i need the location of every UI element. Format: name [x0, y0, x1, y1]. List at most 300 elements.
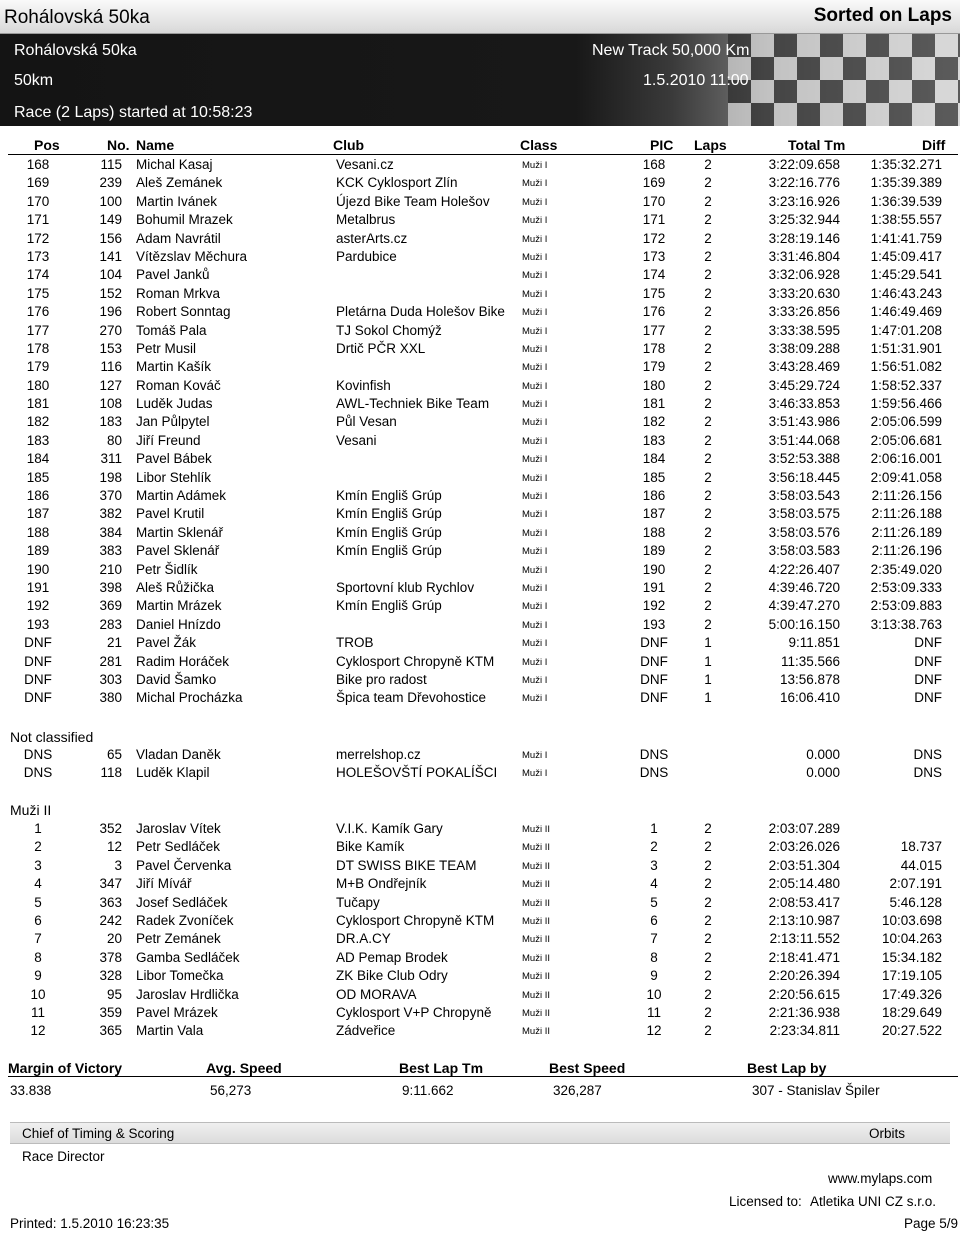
- cell-no: 80: [106, 432, 122, 448]
- cell-pos: 1: [34, 821, 42, 836]
- table-row: [0, 949, 960, 967]
- cell-club: AD Pemap Brodek: [336, 949, 448, 965]
- col-class: Class: [520, 137, 558, 153]
- cell-class: Muži I: [522, 619, 548, 631]
- cell-club: M+B Ondřejník: [336, 876, 427, 892]
- cell-laps: 2: [704, 949, 712, 965]
- race-date-time: 1.5.2010 11:00: [643, 72, 749, 89]
- cell-pic: 174: [642, 267, 666, 283]
- cell-name: Pavel Mrázek: [136, 1004, 218, 1020]
- cell-club: Kmín Engliš Grúp: [336, 506, 442, 522]
- cell-total: 3:38:09.288: [768, 340, 840, 356]
- cell-club: Zádveřice: [336, 1023, 396, 1039]
- cell-diff: 1:58:52.337: [870, 377, 942, 393]
- cell-pos: 4: [34, 876, 42, 892]
- cell-no: 384: [99, 524, 122, 540]
- table-row: [0, 653, 960, 671]
- cell-class: Muži II: [522, 952, 550, 964]
- cell-laps: 2: [704, 248, 712, 264]
- cell-club: TJ Sokol Chomýž: [336, 322, 442, 338]
- cell-pos: 10: [30, 986, 46, 1002]
- cell-club: AWL-Techniek Bike Team: [336, 396, 490, 412]
- cell-pos: 8: [34, 949, 42, 965]
- best-speed-label: Best Speed: [549, 1060, 626, 1076]
- cell-laps: 2: [704, 579, 712, 595]
- cell-class: Muži I: [522, 509, 548, 521]
- cell-class: Muži I: [522, 638, 548, 650]
- cell-laps: 2: [704, 931, 712, 947]
- table-row: [0, 820, 960, 838]
- cell-laps: 1: [704, 690, 712, 706]
- cell-diff: 2:11:26.189: [871, 524, 942, 540]
- col-diff: Diff: [922, 137, 946, 153]
- cell-pos: DNS: [23, 747, 53, 762]
- cell-pos: 169: [26, 175, 50, 191]
- cell-pic: 170: [642, 193, 666, 209]
- cell-no: 383: [99, 543, 122, 559]
- cell-name: Gamba Sedláček: [136, 949, 240, 965]
- cell-pic: 11: [646, 1004, 661, 1020]
- cell-diff: 1:35:32.271: [870, 157, 942, 172]
- cell-laps: 2: [704, 894, 712, 910]
- cell-class: Muži II: [522, 1026, 550, 1038]
- table-row: [0, 248, 960, 266]
- cell-no: 156: [99, 230, 122, 246]
- cell-no: 283: [99, 616, 122, 632]
- table-row: [0, 413, 960, 431]
- cell-no: 100: [99, 193, 122, 209]
- cell-class: Muži I: [522, 693, 548, 705]
- table-row: [0, 634, 960, 652]
- cell-laps: 1: [704, 671, 712, 687]
- cell-pic: DNF: [640, 690, 668, 706]
- cell-diff: 2:35:49.020: [870, 561, 942, 577]
- cell-pos: 185: [26, 469, 50, 485]
- cell-total: 4:39:46.720: [768, 579, 840, 595]
- cell-pos: DNF: [24, 671, 52, 687]
- cell-diff: 1:46:49.469: [870, 304, 942, 320]
- cell-no: 370: [99, 488, 122, 504]
- table-row: [0, 450, 960, 468]
- cell-class: Muži I: [522, 491, 548, 503]
- cell-diff: 2:09:41.058: [870, 469, 942, 485]
- table-row: [0, 230, 960, 248]
- best-lap-by-value: 307 - Stanislav Špiler: [752, 1083, 880, 1098]
- margin-label: Margin of Victory: [8, 1060, 123, 1076]
- cell-diff: 1:46:43.243: [870, 285, 942, 301]
- cell-class: Muži I: [522, 270, 548, 282]
- cell-total: 3:46:33.853: [768, 396, 840, 412]
- cell-pic: 172: [642, 230, 666, 246]
- cell-pos: 5: [34, 894, 42, 910]
- cell-club: Tučapy: [336, 894, 380, 910]
- table-row: [0, 986, 960, 1004]
- cell-laps: 2: [704, 285, 712, 301]
- cell-club: OD MORAVA: [336, 986, 417, 1002]
- cell-laps: 2: [704, 598, 712, 614]
- cell-class: Muži II: [522, 897, 550, 909]
- cell-total: 2:18:41.471: [768, 949, 840, 965]
- cell-class: Muži I: [522, 750, 548, 761]
- cell-class: Muži I: [522, 343, 548, 355]
- cell-diff: 17:19.105: [881, 968, 942, 984]
- cell-class: Muži I: [522, 656, 548, 668]
- cell-class: Muži II: [522, 1007, 550, 1019]
- cell-pos: 190: [26, 561, 50, 577]
- cell-no: 104: [99, 267, 122, 283]
- cell-pic: 2: [650, 839, 658, 855]
- cell-total: 3:52:53.388: [768, 451, 840, 467]
- cell-laps: 2: [704, 193, 712, 209]
- cell-club: Cyklosport V+P Chropyně: [336, 1004, 492, 1020]
- not-classified-table: [0, 746, 960, 783]
- cell-no: 210: [99, 561, 122, 577]
- cell-pos: 170: [26, 193, 50, 209]
- cell-class: Muži I: [522, 288, 548, 300]
- cell-diff: 20:27.522: [881, 1023, 942, 1039]
- cell-pos: 182: [26, 414, 50, 430]
- cell-class: Muži I: [522, 196, 548, 208]
- cell-class: Muži I: [522, 454, 548, 466]
- event-title: Rohálovská 50ka: [4, 7, 150, 28]
- cell-pic: 186: [642, 488, 666, 504]
- cell-name: Radim Horáček: [136, 653, 230, 669]
- cell-total: 11:35.566: [780, 653, 840, 669]
- table-row: [0, 358, 960, 376]
- orbits-label: Orbits: [869, 1126, 906, 1141]
- cell-laps: 2: [704, 543, 712, 559]
- cell-class: Muži I: [522, 564, 548, 576]
- cell-laps: 2: [704, 451, 712, 467]
- cell-no: 152: [99, 285, 122, 301]
- avg-speed-value: 56,273: [210, 1083, 252, 1098]
- cell-total: 3:58:03.576: [768, 524, 840, 540]
- cell-laps: 2: [704, 821, 712, 836]
- cell-club: Cyklosport Chropyně KTM: [336, 653, 495, 669]
- cell-no: 352: [99, 821, 122, 836]
- page-number: Page 5/9: [904, 1216, 959, 1231]
- cell-laps: 1: [704, 635, 712, 651]
- cell-laps: 2: [704, 1004, 712, 1020]
- cell-pic: 168: [642, 157, 666, 172]
- cell-class: Muži II: [522, 971, 550, 983]
- cell-club: Újezd Bike Team Holešov: [336, 193, 490, 209]
- cell-club: Bike Kamík: [336, 839, 405, 855]
- cell-class: Muži I: [522, 768, 548, 780]
- cell-no: 242: [99, 912, 122, 928]
- table-row: [0, 377, 960, 395]
- cell-pic: 169: [642, 175, 666, 191]
- cell-pic: 10: [646, 986, 662, 1002]
- title-bar: [0, 0, 960, 34]
- cell-no: 398: [99, 579, 122, 595]
- cell-laps: 2: [704, 414, 712, 430]
- cell-total: 3:51:44.068: [768, 432, 840, 448]
- cell-pic: 3: [650, 857, 658, 873]
- cell-pic: 180: [642, 377, 666, 393]
- licensee-name: Atletika UNI CZ s.r.o.: [810, 1194, 937, 1209]
- cell-diff: DNF: [914, 671, 942, 687]
- cell-total: 3:33:38.595: [768, 322, 840, 338]
- cell-pos: 9: [34, 968, 42, 984]
- cell-diff: 2:53:09.883: [870, 598, 942, 614]
- cell-total: 3:22:09.658: [768, 157, 840, 172]
- cell-class: Muži I: [522, 546, 548, 558]
- checkered-flag-graphic: [728, 34, 960, 126]
- cell-no: 328: [99, 968, 122, 984]
- cell-pic: DNF: [640, 635, 668, 651]
- cell-pic: 176: [642, 304, 666, 320]
- cell-club: asterArts.cz: [336, 230, 408, 246]
- cell-class: Muži I: [522, 399, 548, 411]
- cell-pic: 171: [642, 212, 666, 228]
- cell-total: 2:20:56.615: [768, 986, 840, 1002]
- cell-name: Martin Ivánek: [136, 193, 218, 209]
- cell-no: 116: [100, 359, 122, 375]
- table-row: [0, 1004, 960, 1022]
- cell-name: Martin Adámek: [136, 488, 227, 504]
- cell-pos: 184: [26, 451, 50, 467]
- table-row: [0, 524, 960, 542]
- cell-diff: 18:29.649: [881, 1004, 942, 1020]
- cell-total: 3:22:16.776: [768, 175, 840, 191]
- avg-speed-label: Avg. Speed: [206, 1060, 282, 1076]
- summary-divider: [8, 1076, 958, 1077]
- muzi2-label: Muži II: [10, 802, 52, 818]
- cell-pic: 189: [642, 543, 666, 559]
- cell-pos: 191: [26, 579, 50, 595]
- cell-diff: 5:46.128: [889, 894, 942, 910]
- cell-total: 3:33:26.856: [768, 304, 840, 320]
- cell-pic: 4: [650, 876, 658, 892]
- cell-total: 2:21:36.938: [768, 1004, 840, 1020]
- cell-name: Vítězslav Měchura: [136, 248, 248, 264]
- cell-class: Muži I: [522, 674, 548, 686]
- cell-pic: 175: [642, 285, 666, 301]
- cell-diff: 2:11:26.196: [871, 543, 942, 559]
- cell-no: 281: [99, 653, 122, 669]
- cell-no: 378: [99, 949, 122, 965]
- cell-no: 347: [99, 876, 122, 892]
- cell-diff: DNS: [913, 747, 942, 762]
- cell-club: Sportovní klub Rychlov: [336, 579, 475, 595]
- results-table: [0, 156, 960, 708]
- cell-club: Metalbrus: [336, 212, 396, 228]
- cell-name: Jiří Mívář: [136, 876, 192, 892]
- cell-no: 20: [106, 931, 122, 947]
- cell-pic: 182: [642, 414, 666, 430]
- cell-name: Michal Procházka: [136, 690, 243, 706]
- cell-name: Pavel Krutil: [136, 506, 205, 522]
- cell-laps: 2: [704, 359, 712, 375]
- cell-name: Bohumil Mrazek: [136, 212, 233, 228]
- cell-name: Martin Mrázek: [136, 598, 222, 614]
- cell-laps: 2: [704, 322, 712, 338]
- not-classified-label: Not classified: [10, 729, 94, 745]
- cell-pos: 178: [26, 340, 50, 356]
- cell-pic: 177: [642, 322, 666, 338]
- cell-name: Adam Navrátil: [136, 230, 221, 246]
- cell-no: 311: [100, 451, 122, 467]
- cell-pos: 172: [26, 230, 50, 246]
- cell-class: Muži II: [522, 915, 550, 927]
- cell-laps: 2: [704, 267, 712, 283]
- cell-name: Tomáš Pala: [136, 322, 207, 338]
- cell-class: Muži I: [522, 435, 548, 447]
- cell-club: Kmín Engliš Grúp: [336, 524, 442, 540]
- col-total: Total Tm: [788, 137, 846, 153]
- cell-total: 2:13:11.552: [769, 931, 840, 947]
- cell-name: Daniel Hnízdo: [136, 616, 221, 632]
- cell-name: Vladan Daněk: [136, 747, 221, 762]
- cell-diff: 1:45:09.417: [870, 248, 942, 264]
- cell-no: 270: [99, 322, 122, 338]
- cell-no: 21: [106, 635, 122, 651]
- cell-name: Aleš Zemánek: [136, 175, 223, 191]
- col-pos: Pos: [34, 137, 60, 153]
- cell-total: 4:39:47.270: [768, 598, 840, 614]
- col-name: Name: [136, 137, 175, 153]
- cell-pic: 185: [642, 469, 666, 485]
- cell-laps: 2: [704, 432, 712, 448]
- cell-diff: 1:41:41.759: [870, 230, 942, 246]
- cell-club: DR.A.CY: [336, 931, 391, 947]
- cell-pic: 6: [650, 912, 658, 928]
- cell-name: Jan Půlpytel: [136, 414, 210, 430]
- table-row: [0, 838, 960, 856]
- cell-pos: 176: [26, 304, 50, 320]
- website-link[interactable]: www.mylaps.com: [828, 1171, 933, 1186]
- cell-club: Drtič PČR XXL: [336, 340, 426, 356]
- cell-total: 3:58:03.543: [768, 488, 840, 504]
- cell-total: 13:56.878: [779, 671, 840, 687]
- cell-total: 3:32:06.928: [768, 267, 840, 283]
- cell-name: Jaroslav Vítek: [136, 821, 221, 836]
- cell-diff: 1:47:01.208: [870, 322, 942, 338]
- cell-laps: 2: [704, 506, 712, 522]
- cell-club: merrelshop.cz: [336, 747, 421, 762]
- sort-label: Sorted on Laps: [813, 5, 952, 26]
- cell-total: 5:00:16.150: [768, 616, 840, 632]
- cell-club: Kovinfish: [336, 377, 391, 393]
- cell-pos: 187: [26, 506, 50, 522]
- cell-class: Muži I: [522, 325, 548, 337]
- cell-pic: 184: [642, 451, 666, 467]
- table-row: [0, 857, 960, 875]
- cell-no: 363: [99, 894, 122, 910]
- cell-total: 2:23:34.811: [769, 1023, 840, 1039]
- cell-pic: 187: [642, 506, 666, 522]
- cell-laps: 2: [704, 175, 712, 191]
- cell-class: Muži I: [522, 233, 548, 245]
- cell-laps: 2: [704, 561, 712, 577]
- cell-laps: 2: [704, 377, 712, 393]
- cell-pos: 180: [26, 377, 50, 393]
- cell-club: Kmín Engliš Grúp: [336, 598, 442, 614]
- cell-diff: 1:45:29.541: [870, 267, 942, 283]
- cell-pic: 173: [642, 248, 666, 264]
- best-speed-value: 326,287: [553, 1083, 602, 1098]
- cell-class: Muži II: [522, 879, 550, 891]
- cell-no: 382: [99, 506, 122, 522]
- cell-diff: 44.015: [900, 857, 942, 873]
- cell-name: Pavel Červenka: [136, 857, 232, 873]
- cell-diff: 1:36:39.539: [870, 193, 942, 209]
- cell-name: Petr Musil: [136, 340, 197, 356]
- cell-name: Pavel Janků: [136, 267, 210, 283]
- cell-pic: 5: [650, 894, 658, 910]
- cell-total: 3:43:28.469: [768, 359, 840, 375]
- cell-laps: 2: [704, 396, 712, 412]
- table-row: [0, 285, 960, 303]
- table-row: [0, 561, 960, 579]
- cell-club: KCK Cyklosport Zlín: [336, 175, 458, 191]
- cell-class: Muži I: [522, 601, 548, 613]
- cell-name: Josef Sedláček: [136, 894, 228, 910]
- cell-class: Muži I: [522, 380, 548, 392]
- cell-club: Vesani.cz: [336, 157, 394, 172]
- cell-name: Pavel Žák: [136, 635, 197, 651]
- cell-pos: 11: [30, 1004, 45, 1020]
- cell-name: Luděk Klapil: [136, 765, 210, 781]
- table-row: [0, 303, 960, 321]
- cell-total: 16:06.410: [779, 690, 840, 706]
- cell-class: Muži I: [522, 215, 548, 227]
- cell-total: 2:03:07.289: [768, 821, 840, 836]
- cell-name: Radek Zvoníček: [136, 912, 234, 928]
- cell-laps: 2: [704, 524, 712, 540]
- cell-no: 12: [106, 839, 122, 855]
- chief-timing-label: Chief of Timing & Scoring: [22, 1126, 175, 1141]
- cell-diff: 2:07.191: [889, 876, 942, 892]
- cell-class: Muži I: [522, 472, 548, 484]
- cell-pos: 12: [30, 1023, 46, 1039]
- cell-total: 3:56:18.445: [768, 469, 840, 485]
- cell-pic: DNF: [640, 653, 668, 669]
- cell-no: 141: [99, 248, 122, 264]
- cell-class: Muži II: [522, 989, 550, 1001]
- table-row: [0, 211, 960, 229]
- table-row: [0, 616, 960, 634]
- table-row: [0, 193, 960, 211]
- cell-total: 3:28:19.146: [768, 230, 840, 246]
- cell-laps: 2: [704, 912, 712, 928]
- cell-diff: DNS: [913, 765, 942, 781]
- cell-pic: 8: [650, 949, 658, 965]
- cell-class: Muži II: [522, 934, 550, 946]
- cell-pos: DNF: [24, 690, 52, 706]
- table-row: [0, 764, 960, 782]
- cell-club: Kmín Engliš Grúp: [336, 488, 442, 504]
- cell-name: Petr Sedláček: [136, 839, 221, 855]
- table-row: [0, 746, 960, 764]
- cell-diff: 15:34.182: [881, 949, 942, 965]
- cell-pos: 186: [26, 488, 50, 504]
- category-label: 50km: [14, 72, 54, 89]
- best-lap-by-label: Best Lap by: [747, 1060, 827, 1076]
- table-row: [0, 579, 960, 597]
- cell-name: Jiří Freund: [136, 432, 201, 448]
- cell-no: 149: [99, 212, 122, 228]
- cell-pic: 7: [650, 931, 658, 947]
- table-row: [0, 156, 960, 174]
- cell-class: Muži I: [522, 582, 548, 594]
- cell-pic: DNS: [639, 765, 669, 781]
- header-divider: [8, 154, 958, 155]
- cell-club: Pardubice: [336, 248, 397, 264]
- cell-name: Jaroslav Hrdlička: [136, 986, 239, 1002]
- cell-diff: 2:53:09.333: [870, 579, 942, 595]
